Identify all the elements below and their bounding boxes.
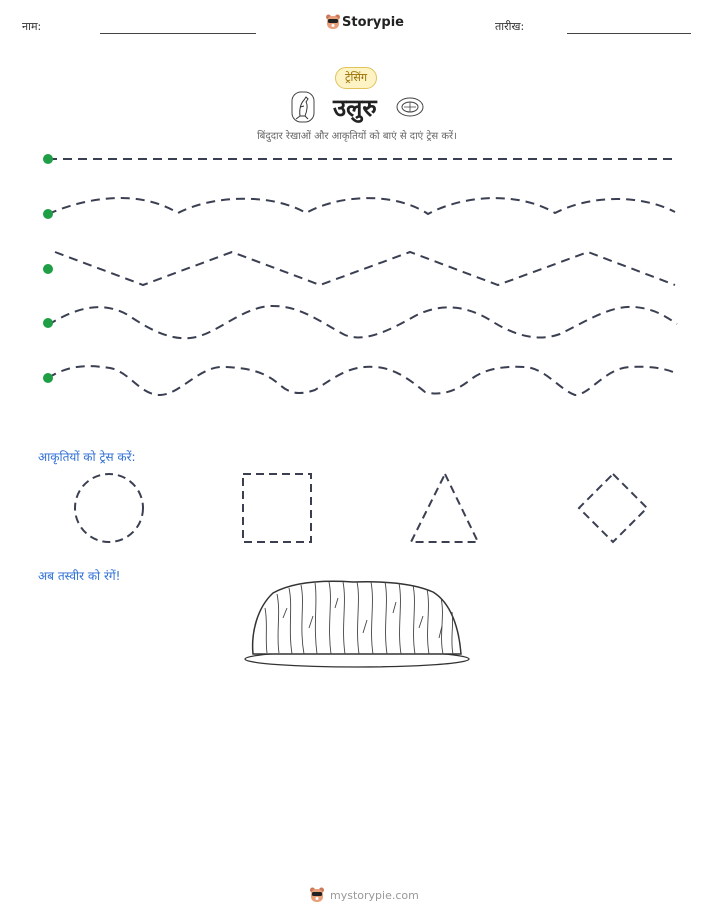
trace-line-wave-1[interactable] [48, 198, 675, 214]
trace-diamond-icon[interactable] [579, 474, 647, 542]
trace-line-wave-3[interactable] [48, 366, 678, 395]
name-label: नाम: [22, 20, 42, 33]
shapes-heading: आकृतियों को ट्रेस करें: [38, 450, 136, 464]
trace-shapes [0, 465, 714, 555]
start-dot [43, 318, 53, 328]
footer-logo-icon [309, 886, 325, 904]
trace-circle-icon[interactable] [75, 474, 143, 542]
footer-url[interactable]: mystorypie.com [330, 889, 419, 902]
page-title: उलुरु [333, 94, 377, 122]
start-dot [43, 154, 53, 164]
date-label: तारीख: [495, 20, 525, 33]
tracing-badge: ट्रेसिंग [335, 67, 377, 89]
instructions-text: बिंदुदार रेखाओं और आकृतियों को बाएं से दाएं ट्रेस करें। [257, 131, 457, 142]
start-dot [43, 209, 53, 219]
uluru-drawing-icon[interactable] [243, 578, 471, 673]
start-dot [43, 373, 53, 383]
start-dot [43, 264, 53, 274]
trace-square-icon[interactable] [243, 474, 311, 542]
coloring-heading: अब तस्वीर को रंगें! [38, 569, 121, 583]
trace-triangle-icon[interactable] [411, 474, 478, 542]
brand-name: Storypie [342, 15, 404, 30]
trace-line-wave-2[interactable] [48, 306, 677, 338]
trace-line-zigzag[interactable] [55, 252, 675, 285]
